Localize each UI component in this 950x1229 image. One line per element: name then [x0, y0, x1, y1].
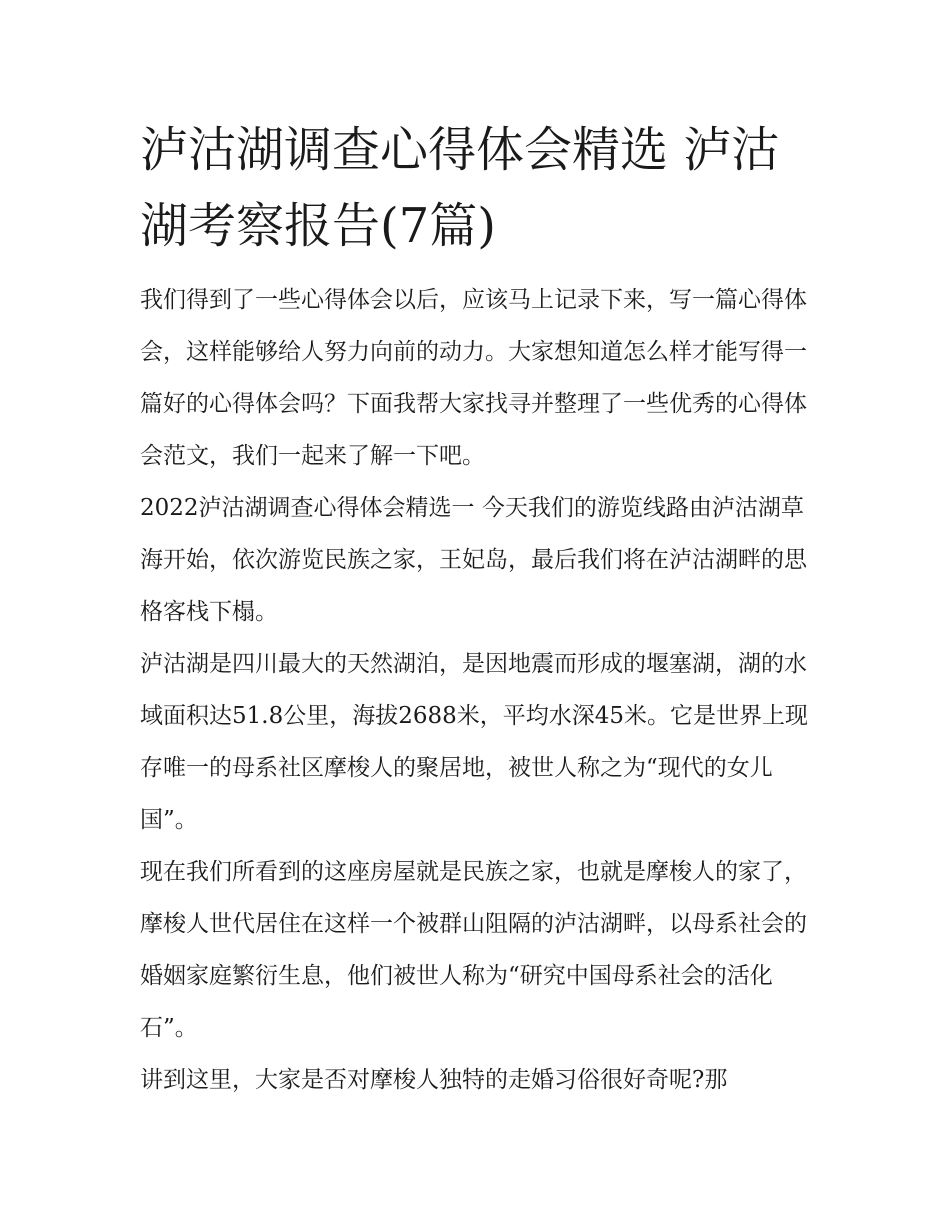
document-page: [140, 112, 820, 1106]
document-title: 泸沽湖调查心得体会精选 泸沽湖考察报告(7篇): [140, 122, 780, 254]
lake-facts-paragraph: 泸沽湖是四川最大的天然湖泊，是因地震而形成的堰塞湖，湖的水域面积达51.8公里，海拔2688米，平均水深45米。它是世界上现存唯一的母系社区摩梭人的聚居地，被世人称之为“现代的女儿国”。: [140, 651, 809, 833]
walking-marriage-paragraph: 讲到这里，大家是否对摩梭人独特的走婚习俗很好奇呢?那: [140, 1067, 728, 1093]
mosuo-home-paragraph: 现在我们所看到的这座房屋就是民族之家，也就是摩梭人的家了，摩梭人世代居住在这样一个被群山阻隔的泸沽湖畔，以母系社会的婚姻家庭繁衍生息，他们被世人称为“研究中国母系社会的活化石”。: [140, 859, 807, 1041]
intro-paragraph: 我们得到了一些心得体会以后，应该马上记录下来，写一篇心得体会，这样能够给人努力向前的动力。大家想知道怎么样才能写得一篇好的心得体会吗？下面我帮大家找寻并整理了一些优秀的心得体会范文，我们一起来了解一下吧。: [140, 287, 807, 469]
section-one-paragraph: 2022泸沽湖调查心得体会精选一 今天我们的游览线路由泸沽湖草海开始，依次游览民族之家，王妃岛，最后我们将在泸沽湖畔的思格客栈下榻。: [140, 495, 807, 625]
